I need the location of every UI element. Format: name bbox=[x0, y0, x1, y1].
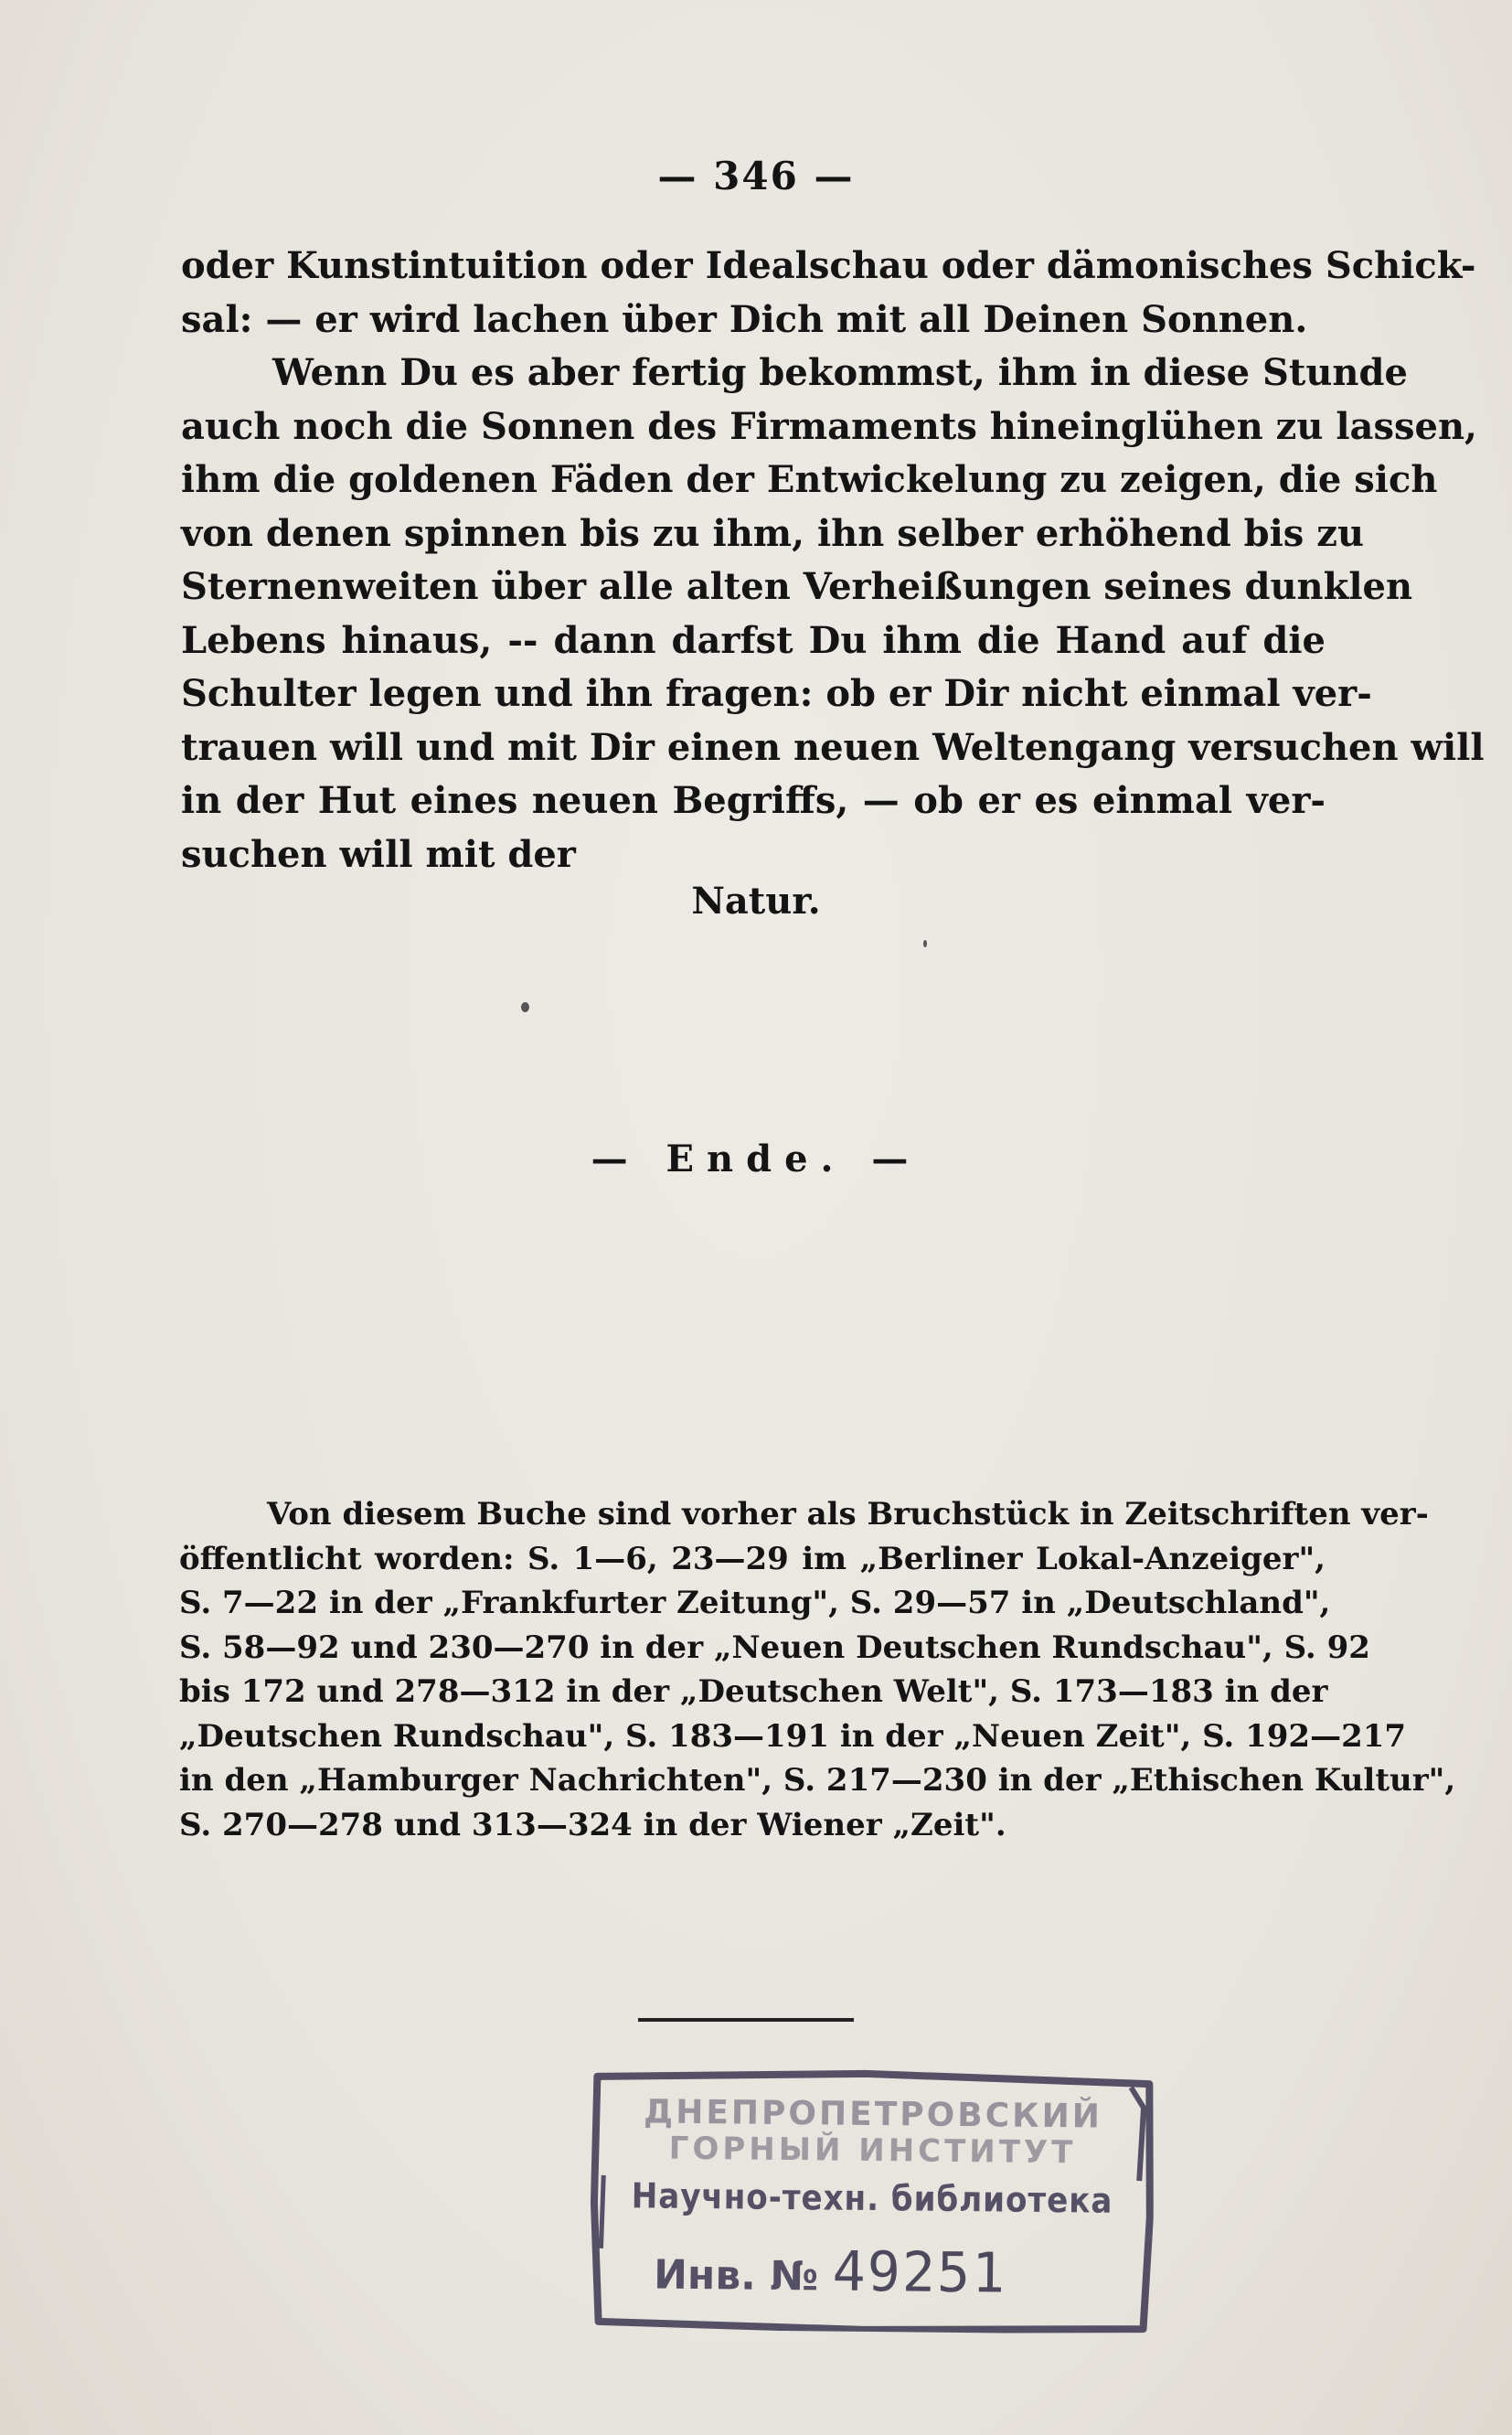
stamp-line-institute-type: ГОРНЫЙ ИНСТИТУТ bbox=[668, 2130, 1077, 2172]
body-line: Sternenweiten über alle alten Verheißungen seines dunklen bbox=[181, 565, 1413, 608]
stamp-line-institute: ДНЕПРОПЕТРОВСКИЙ bbox=[643, 2093, 1103, 2136]
note-line: „Deutschen Rundschau", S. 183—191 in der „Neuen Zeit", S. 192—217 bbox=[179, 1717, 1407, 1755]
end-mark: — Ende. — bbox=[591, 1137, 921, 1180]
body-text bbox=[181, 240, 1485, 881]
body-line: Wenn Du es aber fertig bekommst, ihm in diese Stunde bbox=[272, 351, 1408, 394]
note-line: Von diesem Buche sind vorher als Bruchstück in Zeitschriften ver- bbox=[267, 1496, 1429, 1533]
stamp-inventory-label: Инв. № bbox=[653, 2251, 819, 2301]
body-line: in der Hut eines neuen Begriffs, — ob er es einmal ver- bbox=[181, 779, 1326, 822]
note-line: bis 172 und 278—312 in der „Deutschen Welt", S. 173—183 in der bbox=[179, 1673, 1328, 1710]
body-line: oder Kunstintuition oder Idealschau oder dämonisches Schick- bbox=[181, 244, 1476, 287]
note-line: S. 270—278 und 313—324 in der Wiener „Zeit". bbox=[179, 1806, 1006, 1843]
closing-word: Natur. bbox=[691, 880, 821, 923]
page-number: — 346 — bbox=[657, 154, 855, 198]
note-line: in den „Hamburger Nachrichten", S. 217—230 in der „Ethischen Kultur", bbox=[179, 1762, 1456, 1799]
body-line: trauen will und mit Dir einen neuen Weltengang versuchen will bbox=[181, 725, 1485, 769]
body-line: von denen spinnen bis zu ihm, ihn selber erhöhend bis zu bbox=[181, 511, 1365, 555]
stamp-inventory-number: 49251 bbox=[832, 2239, 1007, 2306]
stamp-line-library: Научно-техн. библиотека bbox=[631, 2175, 1113, 2221]
note-line: öffentlicht worden: S. 1—6, 23—29 im „Berliner Lokal-Anzeiger", bbox=[179, 1540, 1326, 1577]
note-line: S. 7—22 in der „Frankfurter Zeitung", S. 29—57 in „Deutschland", bbox=[179, 1585, 1331, 1621]
note-line: S. 58—92 und 230—270 in der „Neuen Deutschen Rundschau", S. 92 bbox=[179, 1629, 1370, 1666]
body-line: sal: — er wird lachen über Dich mit all Deinen Sonnen. bbox=[181, 297, 1308, 341]
body-line: Schulter legen und ihn fragen: ob er Dir nicht einmal ver- bbox=[181, 672, 1372, 715]
body-line: Lebens hinaus, -- dann darfst Du ihm die Hand auf die bbox=[181, 618, 1326, 662]
body-line: auch noch die Sonnen des Firmaments hineinglühen zu lassen, bbox=[181, 404, 1477, 448]
publication-note bbox=[179, 1492, 1456, 1847]
library-stamp bbox=[590, 2066, 1155, 2334]
stamp-inventory bbox=[654, 2238, 1007, 2306]
divider-rule bbox=[638, 2018, 854, 2022]
body-line: suchen will mit der bbox=[181, 832, 576, 876]
body-line: ihm die goldenen Fäden der Entwickelung zu zeigen, die sich bbox=[181, 458, 1438, 501]
